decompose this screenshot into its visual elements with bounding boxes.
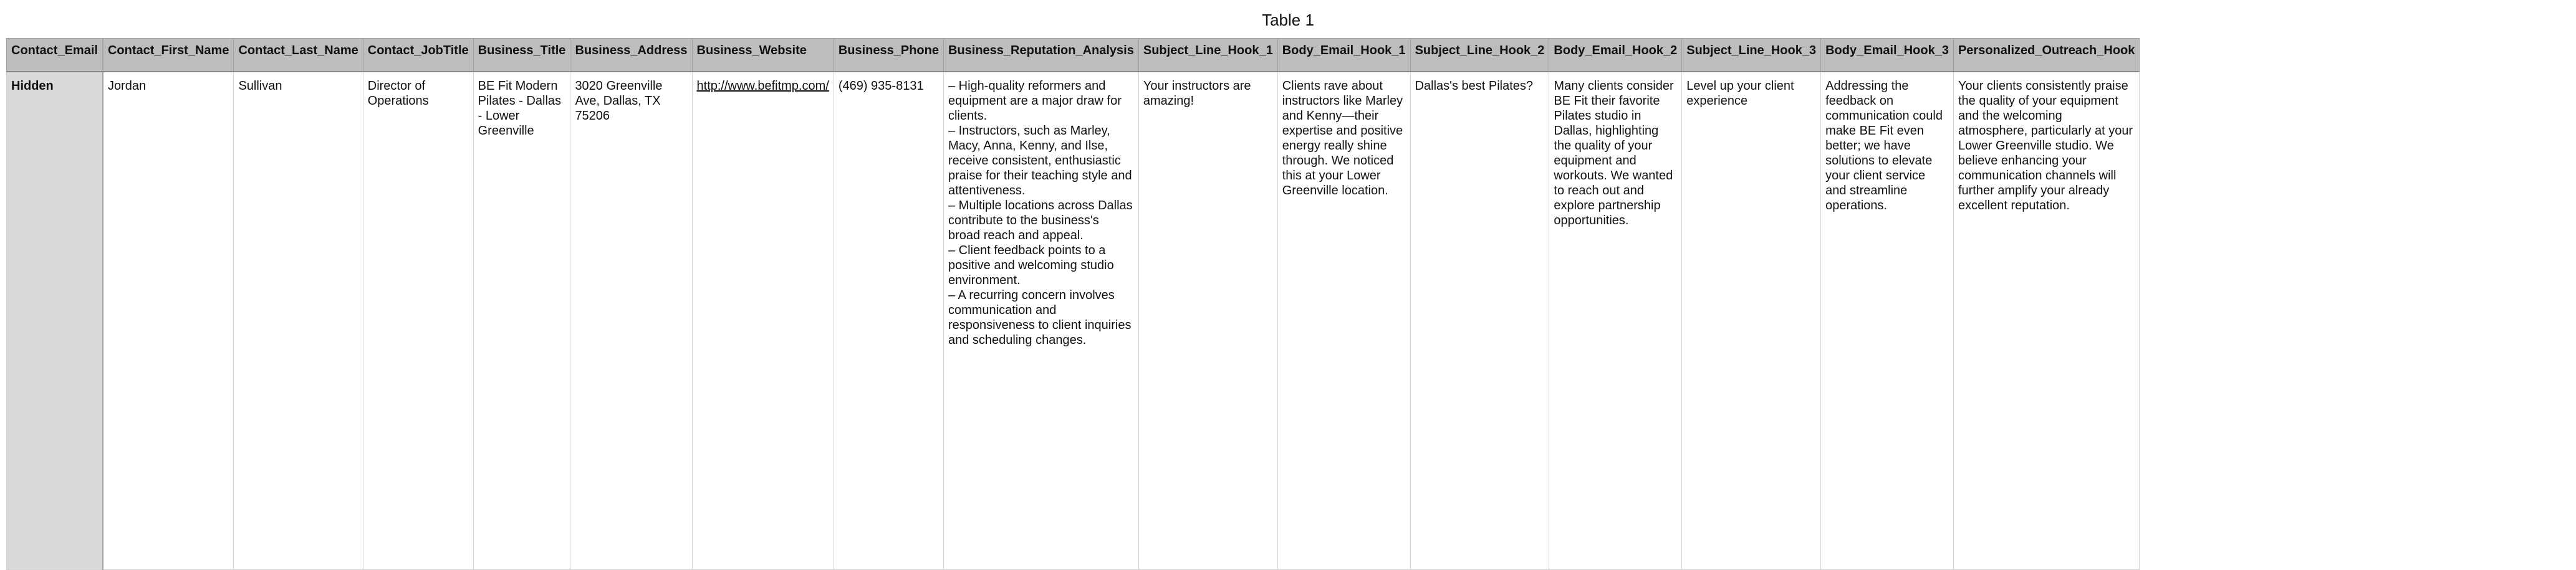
cell-business-phone[interactable]: (469) 935-8131 — [834, 72, 943, 570]
column-header[interactable]: Contact_Email — [7, 39, 103, 72]
cell-body-hook-1[interactable]: Clients rave about instructors like Marley and Kenny—their expertise and positive energy really shine through. We noticed this at your Lower Greenville location. — [1277, 72, 1410, 570]
cell-subject-hook-2[interactable]: Dallas's best Pilates? — [1410, 72, 1549, 570]
column-header[interactable]: Business_Title — [473, 39, 570, 72]
column-header[interactable]: Body_Email_Hook_2 — [1549, 39, 1682, 72]
analysis-line: – Multiple locations across Dallas contribute to the business's broad reach and appeal. — [948, 198, 1133, 242]
cell-personalized-hook[interactable]: Your clients consistently praise the quality of your equipment and the welcoming atmosphere, particularly at your Lower Greenville studio. We believe enhancing your communication channels will further amplify your already excellent reputation. — [1953, 72, 2139, 570]
cell-body-hook-3[interactable]: Addressing the feedback on communication could make BE Fit even better; we have solutions to elevate your client service and streamline operations. — [1821, 72, 1954, 570]
cell-business-address[interactable]: 3020 Greenville Ave, Dallas, TX 75206 — [570, 72, 692, 570]
column-header[interactable]: Contact_Last_Name — [234, 39, 363, 72]
cell-contact-email[interactable]: Hidden — [7, 72, 103, 570]
data-table — [6, 38, 2140, 570]
column-header[interactable]: Contact_JobTitle — [363, 39, 473, 72]
column-header[interactable]: Subject_Line_Hook_2 — [1410, 39, 1549, 72]
cell-subject-hook-3[interactable]: Level up your client experience — [1682, 72, 1821, 570]
column-header[interactable]: Personalized_Outreach_Hook — [1953, 39, 2139, 72]
table-row — [7, 72, 2140, 570]
column-header[interactable]: Subject_Line_Hook_1 — [1138, 39, 1277, 72]
cell-last-name[interactable]: Sullivan — [234, 72, 363, 570]
column-header[interactable]: Business_Phone — [834, 39, 943, 72]
cell-body-hook-2[interactable]: Many clients consider BE Fit their favorite Pilates studio in Dallas, highlighting the quality of your equipment and workouts. We wanted to reach out and explore partnership opportunities. — [1549, 72, 1682, 570]
cell-business-title[interactable]: BE Fit Modern Pilates - Dallas - Lower Greenville — [473, 72, 570, 570]
column-header[interactable]: Business_Reputation_Analysis — [943, 39, 1138, 72]
column-header[interactable]: Body_Email_Hook_3 — [1821, 39, 1954, 72]
analysis-line: – A recurring concern involves communication and responsiveness to client inquiries and scheduling changes. — [948, 288, 1132, 347]
column-header[interactable]: Business_Address — [570, 39, 692, 72]
cell-first-name[interactable]: Jordan — [103, 72, 234, 570]
cell-job-title[interactable]: Director of Operations — [363, 72, 473, 570]
analysis-line: – Instructors, such as Marley, Macy, Anna, Kenny, and Ilse, receive consistent, enthusiastic praise for their teaching style and attentiveness. — [948, 123, 1132, 197]
table-title: Table 1 — [1262, 11, 1314, 29]
column-header[interactable]: Subject_Line_Hook_3 — [1682, 39, 1821, 72]
cell-business-website[interactable] — [692, 72, 834, 570]
column-header[interactable]: Body_Email_Hook_1 — [1277, 39, 1410, 72]
column-header[interactable]: Business_Website — [692, 39, 834, 72]
website-link[interactable]: http://www.befitmp.com/ — [696, 78, 829, 93]
header-row — [7, 39, 2140, 72]
analysis-line: – Client feedback points to a positive and welcoming studio environment. — [948, 243, 1114, 287]
analysis-line: – High-quality reformers and equipment are a major draw for clients. — [948, 78, 1122, 123]
cell-reputation-analysis[interactable] — [943, 72, 1138, 570]
cell-subject-hook-1[interactable]: Your instructors are amazing! — [1138, 72, 1277, 570]
column-header[interactable]: Contact_First_Name — [103, 39, 234, 72]
